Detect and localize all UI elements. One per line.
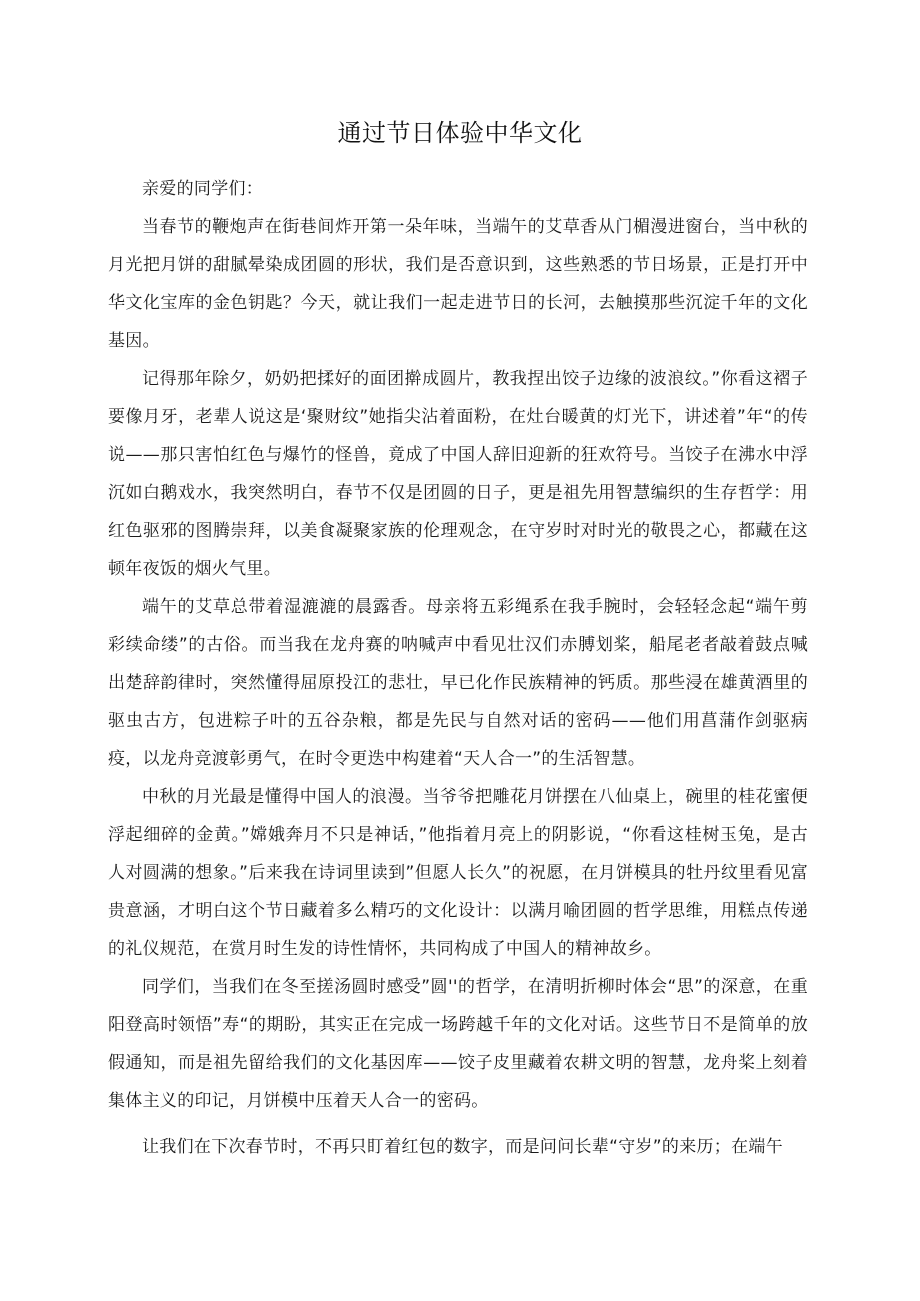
paragraph-reflection: 同学们，当我们在冬至搓汤圆时感受”圆''的哲学，在清明折柳时体会“思”的深意，在重阳登高时领悟”寿“的期盼，其实正在完成一场跨越千年的文化对话。这些节日不是简单的放假通知，而是祖先留给我们的文化基因库——饺子皮里藏着农耕文明的智慧，龙舟桨上刻着集体主义的印记，月饼模中压着天人合一的密码。: [108, 977, 808, 1111]
paragraph-spring-festival: 记得那年除夕，奶奶把揉好的面团擀成圆片，教我捏出饺子边缘的波浪纹。”你看这褶子要像月牙，老辈人说这是‘聚财纹”她指尖沾着面粉，在灶台暖黄的灯光下，讲述着”年“的传说——那只害怕红色与爆竹的怪兽，竟成了中国人辞旧迎新的狂欢符号。当饺子在沸水中浮沉如白鹅戏水，我突然明白，春节不仅是团圆的日子，更是祖先用智慧编织的生存哲学：用红色驱邪的图腾崇拜，以美食凝聚家族的伦理观念，在守岁时对时光的敬畏之心，都藏在这顿年夜饭的烟火气里。: [108, 369, 808, 579]
paragraph-closing: 让我们在下次春节时，不再只盯着红包的数字，而是问问长辈“守岁”的来历；在端午: [142, 1137, 784, 1157]
paragraph-intro: 当春节的鞭炮声在街巷间炸开第一朵年味，当端午的艾草香从门楣漫进窗台，当中秋的月光把月饼的甜腻晕染成团圆的形状，我们是否意识到，这些熟悉的节日场景，正是打开中华文化宝库的金色钥匙？今天，就让我们一起走进节日的长河，去触摸那些沉淀千年的文化基因。: [108, 217, 808, 351]
paragraph-dragon-boat: 端午的艾草总带着湿漉漉的晨露香。母亲将五彩绳系在我手腕时，会轻轻念起“端午剪彩续命缕”的古俗。而当我在龙舟赛的呐喊声中看见壮汉们赤膊划桨，船尾老者敲着鼓点喊出楚辞韵律时，突然懂得屈原投江的悲壮，早已化作民族精神的钙质。那些浸在雄黄酒里的驱虫古方，包进粽子叶的五谷杂粮，都是先民与自然对话的密码——他们用菖蒲作剑驱病疫，以龙舟竞渡彰勇气，在时令更迭中构建着“天人合一”的生活智慧。: [108, 597, 808, 769]
document-title: 通过节日体验中华文化: [337, 119, 583, 147]
document-body: [108, 170, 808, 1166]
salutation: 亲爱的同学们：: [142, 179, 264, 199]
paragraph-mid-autumn: 中秋的月光最是懂得中国人的浪漫。当爷爷把雕花月饼摆在八仙桌上，碗里的桂花蜜便浮起细碎的金黄。”嫦娥奔月不只是神话，”他指着月亮上的阴影说，“你看这桂树玉兔，是古人对圆满的想象。”后来我在诗词里读到”但愿人长久”的祝愿，在月饼模具的牡丹纹里看见富贵意涵，才明白这个节日藏着多么精巧的文化设计：以满月喻团圆的哲学思维，用糕点传递的礼仪规范，在赏月时生发的诗性情怀，共同构成了中国人的精神故乡。: [108, 787, 808, 959]
